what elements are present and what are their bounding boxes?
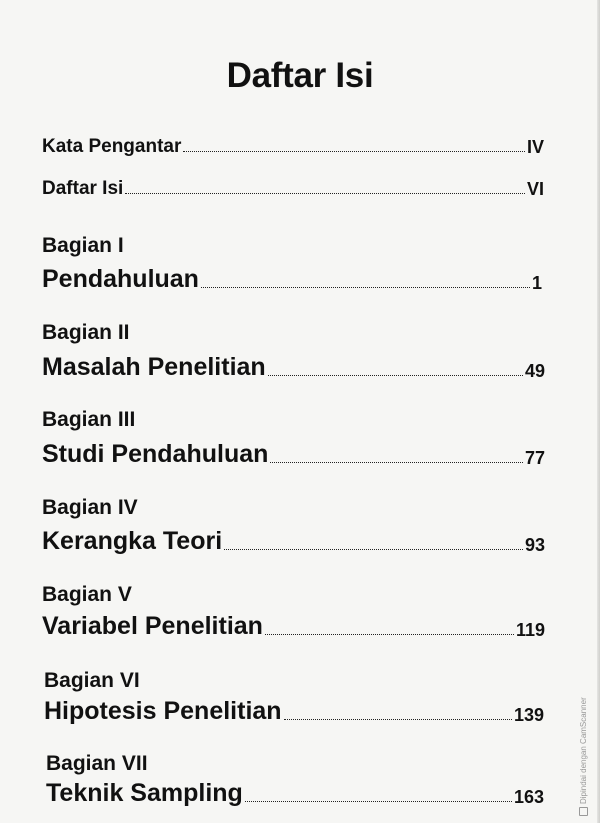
dot-leader <box>125 193 525 194</box>
dot-leader <box>224 549 523 550</box>
toc-entry-page: IV <box>526 137 544 157</box>
dot-leader <box>183 151 525 152</box>
dot-leader <box>201 287 530 288</box>
scanner-watermark <box>579 696 591 816</box>
dot-leader <box>245 801 512 802</box>
toc-entry-page: 49 <box>524 361 545 381</box>
toc-entry-page: 163 <box>513 787 544 807</box>
toc-entry-daftar-isi[interactable] <box>42 178 544 200</box>
watermark-text: Dipindai dengan CamScanner <box>579 697 588 804</box>
toc-entry-part-5[interactable] <box>42 612 545 641</box>
part-label: Bagian IV <box>42 496 138 519</box>
camscanner-icon <box>579 807 588 816</box>
toc-entry-label: Kata Pengantar <box>42 136 182 157</box>
toc-entry-label: Variabel Penelitian <box>42 612 263 640</box>
dot-leader <box>284 719 512 720</box>
toc-entry-page: 77 <box>524 448 545 468</box>
toc-entry-page: 139 <box>513 705 544 725</box>
toc-entry-part-7[interactable] <box>46 779 544 808</box>
toc-entry-label: Studi Pendahuluan <box>42 440 269 468</box>
part-label: Bagian II <box>42 321 130 344</box>
part-label: Bagian VI <box>44 669 140 692</box>
toc-entry-page: VI <box>526 179 544 199</box>
part-label: Bagian V <box>42 583 132 606</box>
dot-leader <box>270 462 523 463</box>
toc-entry-kata-pengantar[interactable] <box>42 136 544 158</box>
toc-entry-part-1[interactable] <box>42 265 542 294</box>
dot-leader <box>265 634 514 635</box>
toc-entry-page: 1 <box>531 273 542 293</box>
toc-entry-label: Kerangka Teori <box>42 527 223 555</box>
part-label: Bagian I <box>42 234 124 257</box>
toc-entry-label: Teknik Sampling <box>46 779 243 807</box>
part-label: Bagian III <box>42 408 136 431</box>
toc-entry-page: 93 <box>524 535 545 555</box>
toc-entry-part-4[interactable] <box>42 527 545 556</box>
part-label: Bagian VII <box>46 752 148 775</box>
toc-entry-label: Hipotesis Penelitian <box>44 697 282 725</box>
toc-entry-label: Pendahuluan <box>42 265 199 293</box>
dot-leader <box>268 375 523 376</box>
toc-entry-label: Daftar Isi <box>42 178 124 199</box>
toc-entry-label: Masalah Penelitian <box>42 353 266 381</box>
toc-entry-page: 119 <box>515 620 545 640</box>
toc-entry-part-6[interactable] <box>44 697 544 726</box>
toc-entry-part-3[interactable] <box>42 440 545 469</box>
page-title: Daftar Isi <box>226 56 374 95</box>
toc-entry-part-2[interactable] <box>42 353 545 382</box>
